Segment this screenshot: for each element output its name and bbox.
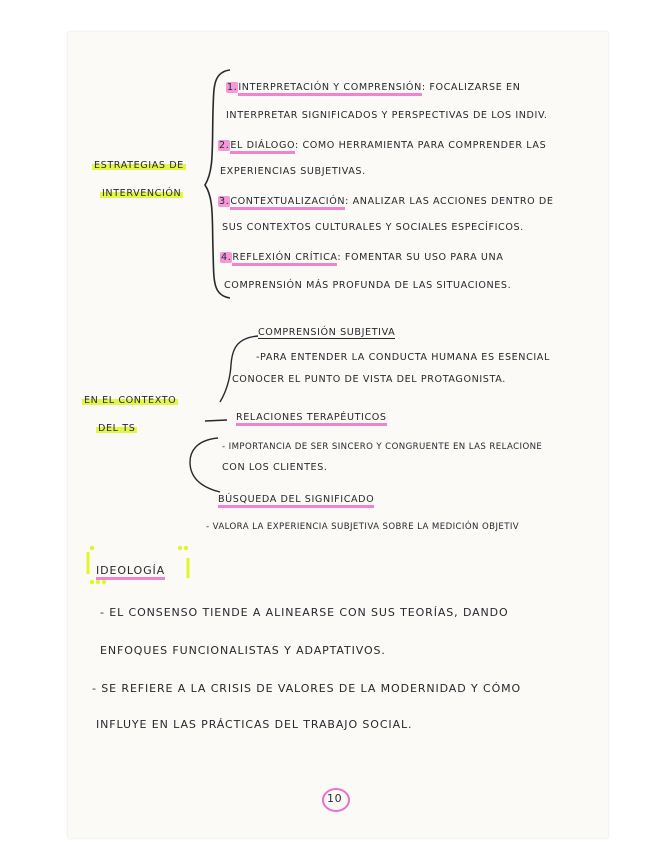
context-item-1-line2: CONOCER EL PUNTO DE VISTA DEL PROTAGONISTA. xyxy=(232,374,506,385)
strategy-1-number: 1. xyxy=(227,82,238,93)
strategy-item-2 xyxy=(218,140,546,151)
context-item-1 xyxy=(258,327,395,338)
strategies-label-line1: ESTRATEGIAS DE xyxy=(94,160,184,171)
page-number: 10 xyxy=(327,792,343,805)
strategy-4-number: 4. xyxy=(221,252,232,263)
context-item-2-line1: - IMPORTANCIA DE SER SINCERO Y CONGRUENTE EN LAS RELACIONE xyxy=(222,442,543,452)
context-2-title: RELACIONES TERAPÉUTICOS xyxy=(236,412,387,426)
context-label-line1: EN EL CONTEXTO xyxy=(84,395,177,406)
ideology-heading-text: IDEOLOGÍA xyxy=(96,564,165,580)
strategy-3-number: 3. xyxy=(219,196,230,207)
context-item-3 xyxy=(218,494,374,505)
context-label xyxy=(82,395,178,406)
strategy-item-3-cont: SUS CONTEXTOS CULTURALES Y SOCIALES ESPECÍFICOS. xyxy=(222,222,524,233)
strategy-3-title: CONTEXTUALIZACIÓN xyxy=(230,196,345,210)
context-label-line2: DEL TS xyxy=(98,423,136,434)
ideology-p1-line1: - EL CONSENSO TIENDE A ALINEARSE CON SUS TEORÍAS, DANDO xyxy=(100,606,509,619)
strategies-label-line2: INTERVENCIÓN xyxy=(102,188,182,199)
strategy-2-title: EL DIÁLOGO xyxy=(230,140,295,154)
strategy-1-text: : FOCALIZARSE EN xyxy=(421,82,521,93)
ideology-p1-line2: ENFOQUES FUNCIONALISTAS Y ADAPTATIVOS. xyxy=(100,644,386,657)
strategy-item-3 xyxy=(218,196,554,207)
ideology-heading xyxy=(96,564,165,577)
context-item-1-line1: -PARA ENTENDER LA CONDUCTA HUMANA ES ESENCIAL xyxy=(256,352,550,363)
context-label-2 xyxy=(96,423,137,434)
strategy-item-4-cont: COMPRENSIÓN MÁS PROFUNDA DE LAS SITUACIONES. xyxy=(224,280,512,291)
context-item-3-line1: - VALORA LA EXPERIENCIA SUBJETIVA SOBRE LA MEDICIÓN OBJETIV xyxy=(206,522,520,532)
context-item-2 xyxy=(236,412,387,423)
strategy-item-2-cont: EXPERIENCIAS SUBJETIVAS. xyxy=(220,166,366,177)
strategy-4-text: : FOMENTAR SU USO PARA UNA xyxy=(337,252,504,263)
strategy-item-4 xyxy=(220,252,504,263)
strategy-item-1-cont: INTERPRETAR SIGNIFICADOS Y PERSPECTIVAS DE LOS INDIV. xyxy=(226,110,548,121)
strategy-4-title: REFLEXIÓN CRÍTICA xyxy=(232,252,337,266)
context-1-title: COMPRENSIÓN SUBJETIVA xyxy=(258,327,396,338)
strategy-1-title: INTERPRETACIÓN Y COMPRENSIÓN xyxy=(238,82,422,96)
strategy-item-1 xyxy=(226,82,521,93)
context-item-2-line2: CON LOS CLIENTES. xyxy=(222,462,328,473)
strategy-3-text: : ANALIZAR LAS ACCIONES DENTRO DE xyxy=(345,196,554,207)
strategies-label-2 xyxy=(100,188,183,199)
ideology-p2-line1: - SE REFIERE A LA CRISIS DE VALORES DE LA MODERNIDAD Y CÓMO xyxy=(92,682,522,695)
strategies-label xyxy=(92,160,186,171)
strategy-2-number: 2. xyxy=(219,140,230,151)
strategy-2-text: : COMO HERRAMIENTA PARA COMPRENDER LAS xyxy=(294,140,547,151)
context-3-title: BÚSQUEDA DEL SIGNIFICADO xyxy=(218,494,374,508)
ideology-p2-line2: INFLUYE EN LAS PRÁCTICAS DEL TRABAJO SOCIAL. xyxy=(96,718,413,731)
